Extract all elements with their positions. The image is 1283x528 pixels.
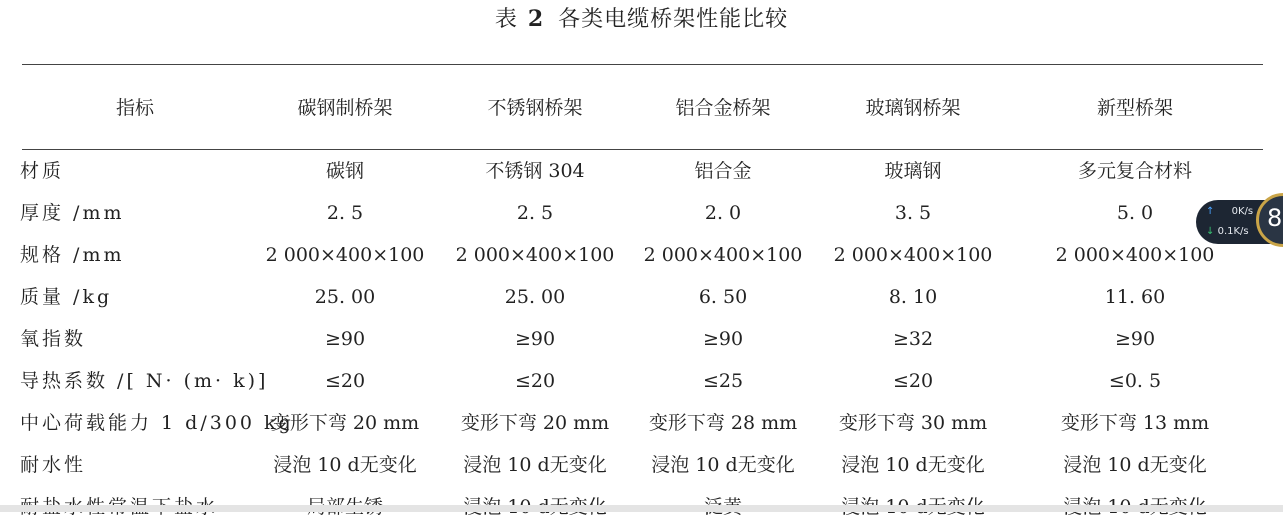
table-cell: ≤20 (324, 370, 366, 392)
table-cell: 多元复合材料 (1077, 160, 1192, 182)
table-header-cell: 指标 (115, 97, 154, 119)
table-cell: 变形下弯 13 mm (1060, 412, 1210, 434)
table-cell: 2 000×400×100 (643, 244, 803, 266)
caption-prefix: 表 (494, 7, 518, 32)
table-cell: ≤20 (892, 370, 934, 392)
table-row-label: 厚度 /mm (20, 202, 125, 224)
table-cell: ≥90 (324, 328, 366, 350)
download-arrow-icon: ↓ (1206, 226, 1215, 237)
table-caption (0, 2, 1283, 33)
network-speed-widget[interactable] (1196, 200, 1283, 244)
table-row-label: 质量 /kg (20, 286, 113, 308)
table-cell: 2 000×400×100 (455, 244, 615, 266)
table-row-label: 氧指数 (20, 328, 87, 350)
table-cell: 25. 00 (314, 286, 376, 308)
download-speed: 0.1K/s (1217, 226, 1249, 237)
table-cell: 玻璃钢 (884, 160, 942, 182)
table-cell: ≤25 (702, 370, 744, 392)
top-rule (22, 64, 1263, 65)
table-cell: 变形下弯 20 mm (270, 412, 420, 434)
table-cell: 3. 5 (894, 202, 932, 224)
table-cell: ≥32 (892, 328, 934, 350)
table-cell: 2 000×400×100 (265, 244, 425, 266)
table-cell: 2 000×400×100 (1055, 244, 1215, 266)
table-row-label: 耐水性 (20, 454, 87, 476)
table-cell: ≥90 (702, 328, 744, 350)
upload-speed: 0K/s (1231, 206, 1254, 217)
table-header-cell: 碳钢制桥架 (297, 97, 393, 119)
table-cell: 2. 0 (704, 202, 742, 224)
table-header-cell: 新型桥架 (1096, 97, 1173, 119)
table-cell: 6. 50 (698, 286, 748, 308)
table-header-cell: 不锈钢桥架 (487, 97, 583, 119)
table-cell: 浸泡 10 d无变化 (1063, 454, 1207, 476)
table-cell: 不锈钢 304 (485, 160, 585, 182)
table-cell: 2. 5 (516, 202, 554, 224)
table-cell: ≥90 (1114, 328, 1156, 350)
table-cell: 变形下弯 30 mm (838, 412, 988, 434)
table-cell: 铝合金 (694, 160, 752, 182)
table-row-label: 中心荷载能力 1 d/300 kg (20, 412, 294, 434)
table-cell: 变形下弯 28 mm (648, 412, 798, 434)
table-cell: 浸泡 10 d无变化 (651, 454, 795, 476)
table-row-label: 导热系数 /[ N· (m· k)] (20, 370, 269, 392)
table-cell: 变形下弯 20 mm (460, 412, 610, 434)
table-cell: ≤20 (514, 370, 556, 392)
table-header-cell: 玻璃钢桥架 (865, 97, 961, 119)
horizontal-scrollbar[interactable] (0, 505, 1283, 512)
assistant-ball-icon[interactable]: 8 (1256, 193, 1283, 247)
table-cell: ≥90 (514, 328, 556, 350)
table-cell: 5. 0 (1116, 202, 1154, 224)
table-cell: 8. 10 (888, 286, 938, 308)
table-cell: 浸泡 10 d无变化 (841, 454, 985, 476)
table-cell: 2 000×400×100 (833, 244, 993, 266)
table-cell: 25. 00 (504, 286, 566, 308)
table-row-label: 材质 (20, 160, 65, 182)
table-cell: ≤0. 5 (1108, 370, 1162, 392)
caption-text: 各类电缆桥架性能比较 (558, 7, 789, 32)
table-cell: 11. 60 (1104, 286, 1166, 308)
upload-arrow-icon: ↑ (1206, 206, 1215, 217)
caption-number: 2 (527, 6, 545, 32)
table-header-cell: 铝合金桥架 (675, 97, 771, 119)
table-cell: 浸泡 10 d无变化 (463, 454, 607, 476)
table-cell: 2. 5 (326, 202, 364, 224)
table-cell: 碳钢 (325, 160, 364, 182)
table-cell: 浸泡 10 d无变化 (273, 454, 417, 476)
table-row-label: 规格 /mm (20, 244, 125, 266)
